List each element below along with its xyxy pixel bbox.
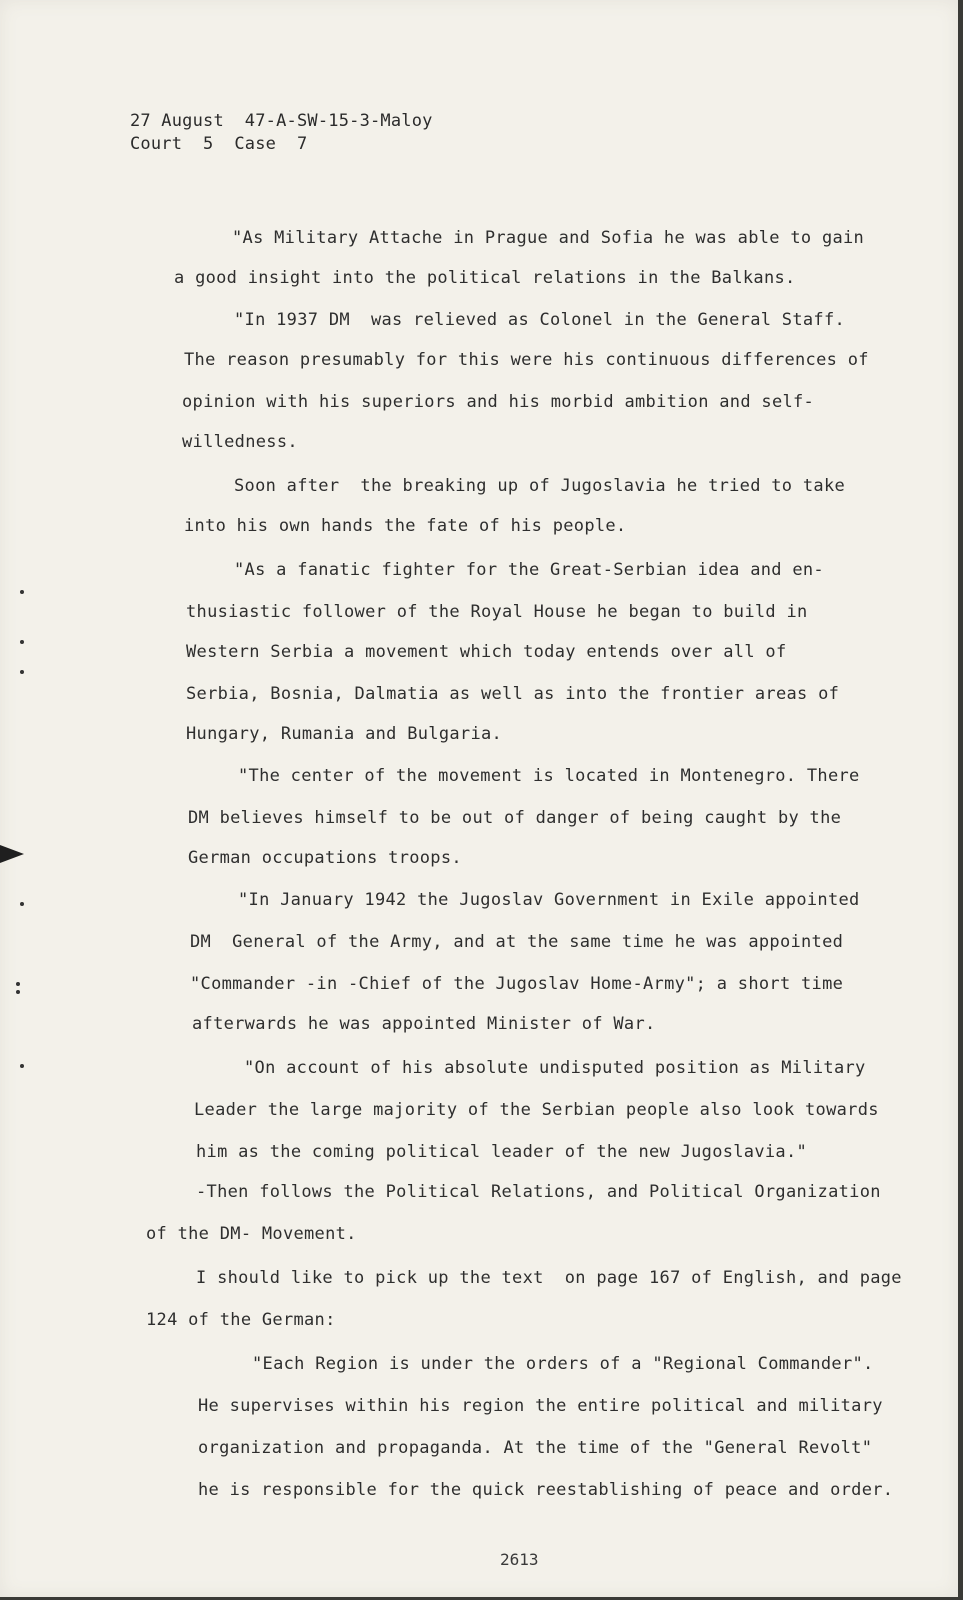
text-line: Serbia, Bosnia, Dalmatia as well as into the frontier areas of <box>186 684 840 704</box>
text-line: "The center of the movement is located in Montenegro. There <box>238 766 860 786</box>
document-header <box>130 110 433 156</box>
text-line: thusiastic follower of the Royal House he began to build in <box>186 602 808 622</box>
text-line: afterwards he was appointed Minister of War. <box>192 1014 656 1034</box>
text-line: "In January 1942 the Jugoslav Government in Exile appointed <box>238 890 860 910</box>
margin-dot <box>20 1064 24 1068</box>
text-line: DM believes himself to be out of danger of being caught by the <box>188 808 842 828</box>
text-line: Western Serbia a movement which today entends over all of <box>186 642 787 662</box>
header-date-reference: 27 August 47-A-SW-15-3-Maloy <box>130 111 433 131</box>
text-line: he is responsible for the quick reestablishing of peace and order. <box>198 1480 894 1500</box>
margin-dot <box>20 590 24 594</box>
text-line: into his own hands the fate of his people. <box>184 516 627 536</box>
text-line: DM General of the Army, and at the same time he was appointed <box>190 932 844 952</box>
text-line: willedness. <box>182 432 298 452</box>
text-line: I should like to pick up the text on page 167 of English, and page <box>196 1268 902 1288</box>
text-line: Soon after the breaking up of Jugoslavia he tried to take <box>234 476 846 496</box>
text-line: of the DM- Movement. <box>146 1224 357 1244</box>
text-line: "As Military Attache in Prague and Sofia he was able to gain <box>232 228 865 248</box>
text-line: organization and propaganda. At the time of the "General Revolt" <box>198 1438 873 1458</box>
page-number: 2613 <box>500 1550 539 1569</box>
text-line: The reason presumably for this were his continuous differences of <box>184 350 869 370</box>
text-line: 124 of the German: <box>146 1310 336 1330</box>
text-line: opinion with his superiors and his morbid ambition and self- <box>182 392 815 412</box>
margin-dot <box>20 670 24 674</box>
text-line: "Commander -in -Chief of the Jugoslav Home-Army"; a short time <box>190 974 844 994</box>
margin-dot <box>20 902 24 906</box>
text-line: a good insight into the political relations in the Balkans. <box>174 268 796 288</box>
header-court-case: Court 5 Case 7 <box>130 134 308 154</box>
binder-clip-mark <box>0 845 24 863</box>
text-line: "Each Region is under the orders of a "Regional Commander". <box>252 1354 874 1374</box>
margin-dot <box>20 640 24 644</box>
text-line: "As a fanatic fighter for the Great-Serbian idea and en- <box>234 560 824 580</box>
margin-dot <box>16 990 20 994</box>
text-line: He supervises within his region the entire political and military <box>198 1396 883 1416</box>
page-edge <box>958 0 963 1600</box>
text-line: "In 1937 DM was relieved as Colonel in the General Staff. <box>234 310 846 330</box>
text-line: German occupations troops. <box>188 848 462 868</box>
text-line: Hungary, Rumania and Bulgaria. <box>186 724 503 744</box>
text-line: Leader the large majority of the Serbian people also look towards <box>194 1100 879 1120</box>
text-line: "On account of his absolute undisputed position as Military <box>244 1058 866 1078</box>
text-line: -Then follows the Political Relations, and Political Organization <box>196 1182 881 1202</box>
text-line: him as the coming political leader of the new Jugoslavia." <box>196 1142 808 1162</box>
margin-dot <box>16 982 20 986</box>
